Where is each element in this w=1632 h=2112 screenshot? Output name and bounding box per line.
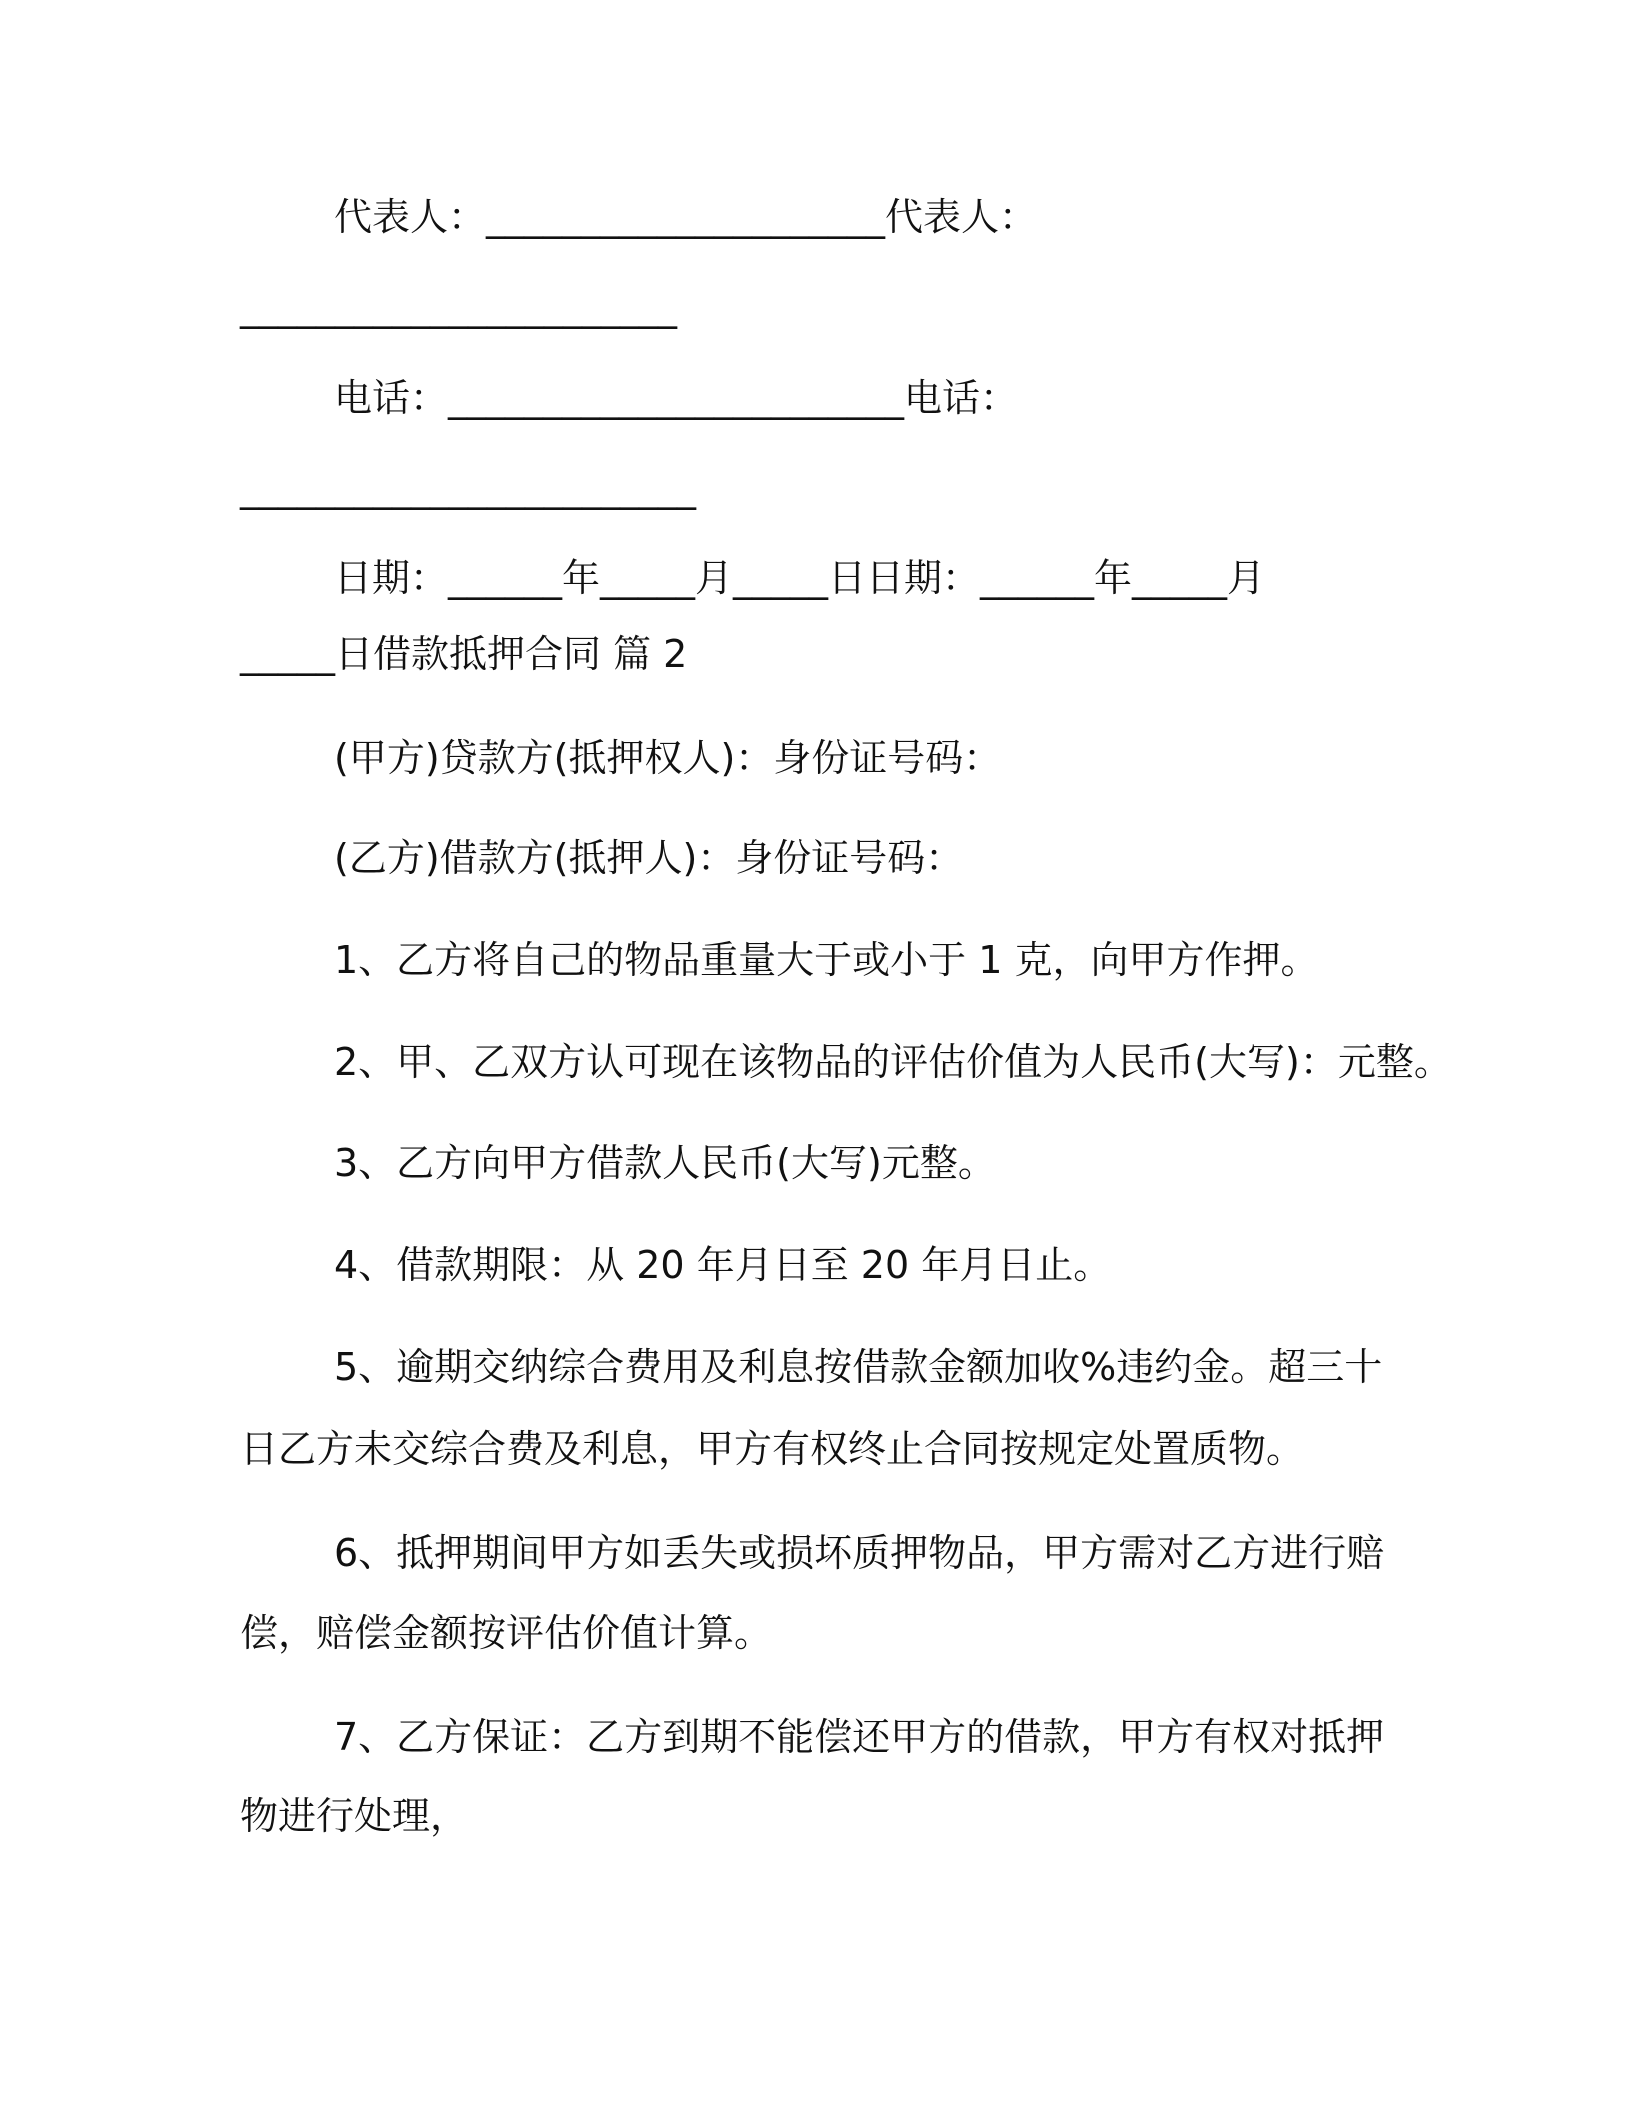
representative-blank-line: _______________________: [240, 285, 677, 329]
phone-blank-line: ________________________: [240, 466, 696, 510]
clause-4: 4、借款期限：从 20 年月日至 20 年月日止。: [334, 1243, 1112, 1287]
clause-6-line-2: 偿，赔偿金额按评估价值计算。: [240, 1611, 773, 1655]
clause-5-line-1: 5、逾期交纳综合费用及利息按借款金额加收%违约金。超三十: [334, 1345, 1383, 1389]
date-continuation-title-line: _____日借款抵押合同 篇 2: [240, 632, 688, 676]
party-b-line: (乙方)借款方(抵押人)：身份证号码：: [334, 836, 964, 880]
clause-5-line-2: 日乙方未交综合费及利息，甲方有权终止合同按规定处置质物。: [240, 1427, 1305, 1471]
clause-7-line-2: 物进行处理，: [240, 1794, 469, 1838]
representative-line: 代表人：_____________________代表人：: [334, 195, 1038, 239]
phone-line: 电话：________________________电话：: [334, 376, 1019, 420]
clause-7-line-1: 7、乙方保证：乙方到期不能偿还甲方的借款，甲方有权对抵押: [334, 1715, 1385, 1759]
date-line: 日期：______年_____月_____日日期：______年_____月: [334, 556, 1266, 600]
clause-2: 2、甲、乙双方认可现在该物品的评估价值为人民币(大写)：元整。: [334, 1040, 1452, 1084]
party-a-line: (甲方)贷款方(抵押权人)：身份证号码：: [334, 736, 1002, 780]
clause-3: 3、乙方向甲方借款人民币(大写)元整。: [334, 1141, 996, 1185]
clause-6-line-1: 6、抵押期间甲方如丢失或损坏质押物品，甲方需对乙方进行赔: [334, 1531, 1385, 1575]
clause-1: 1、乙方将自己的物品重量大于或小于 1 克，向甲方作押。: [334, 938, 1319, 982]
